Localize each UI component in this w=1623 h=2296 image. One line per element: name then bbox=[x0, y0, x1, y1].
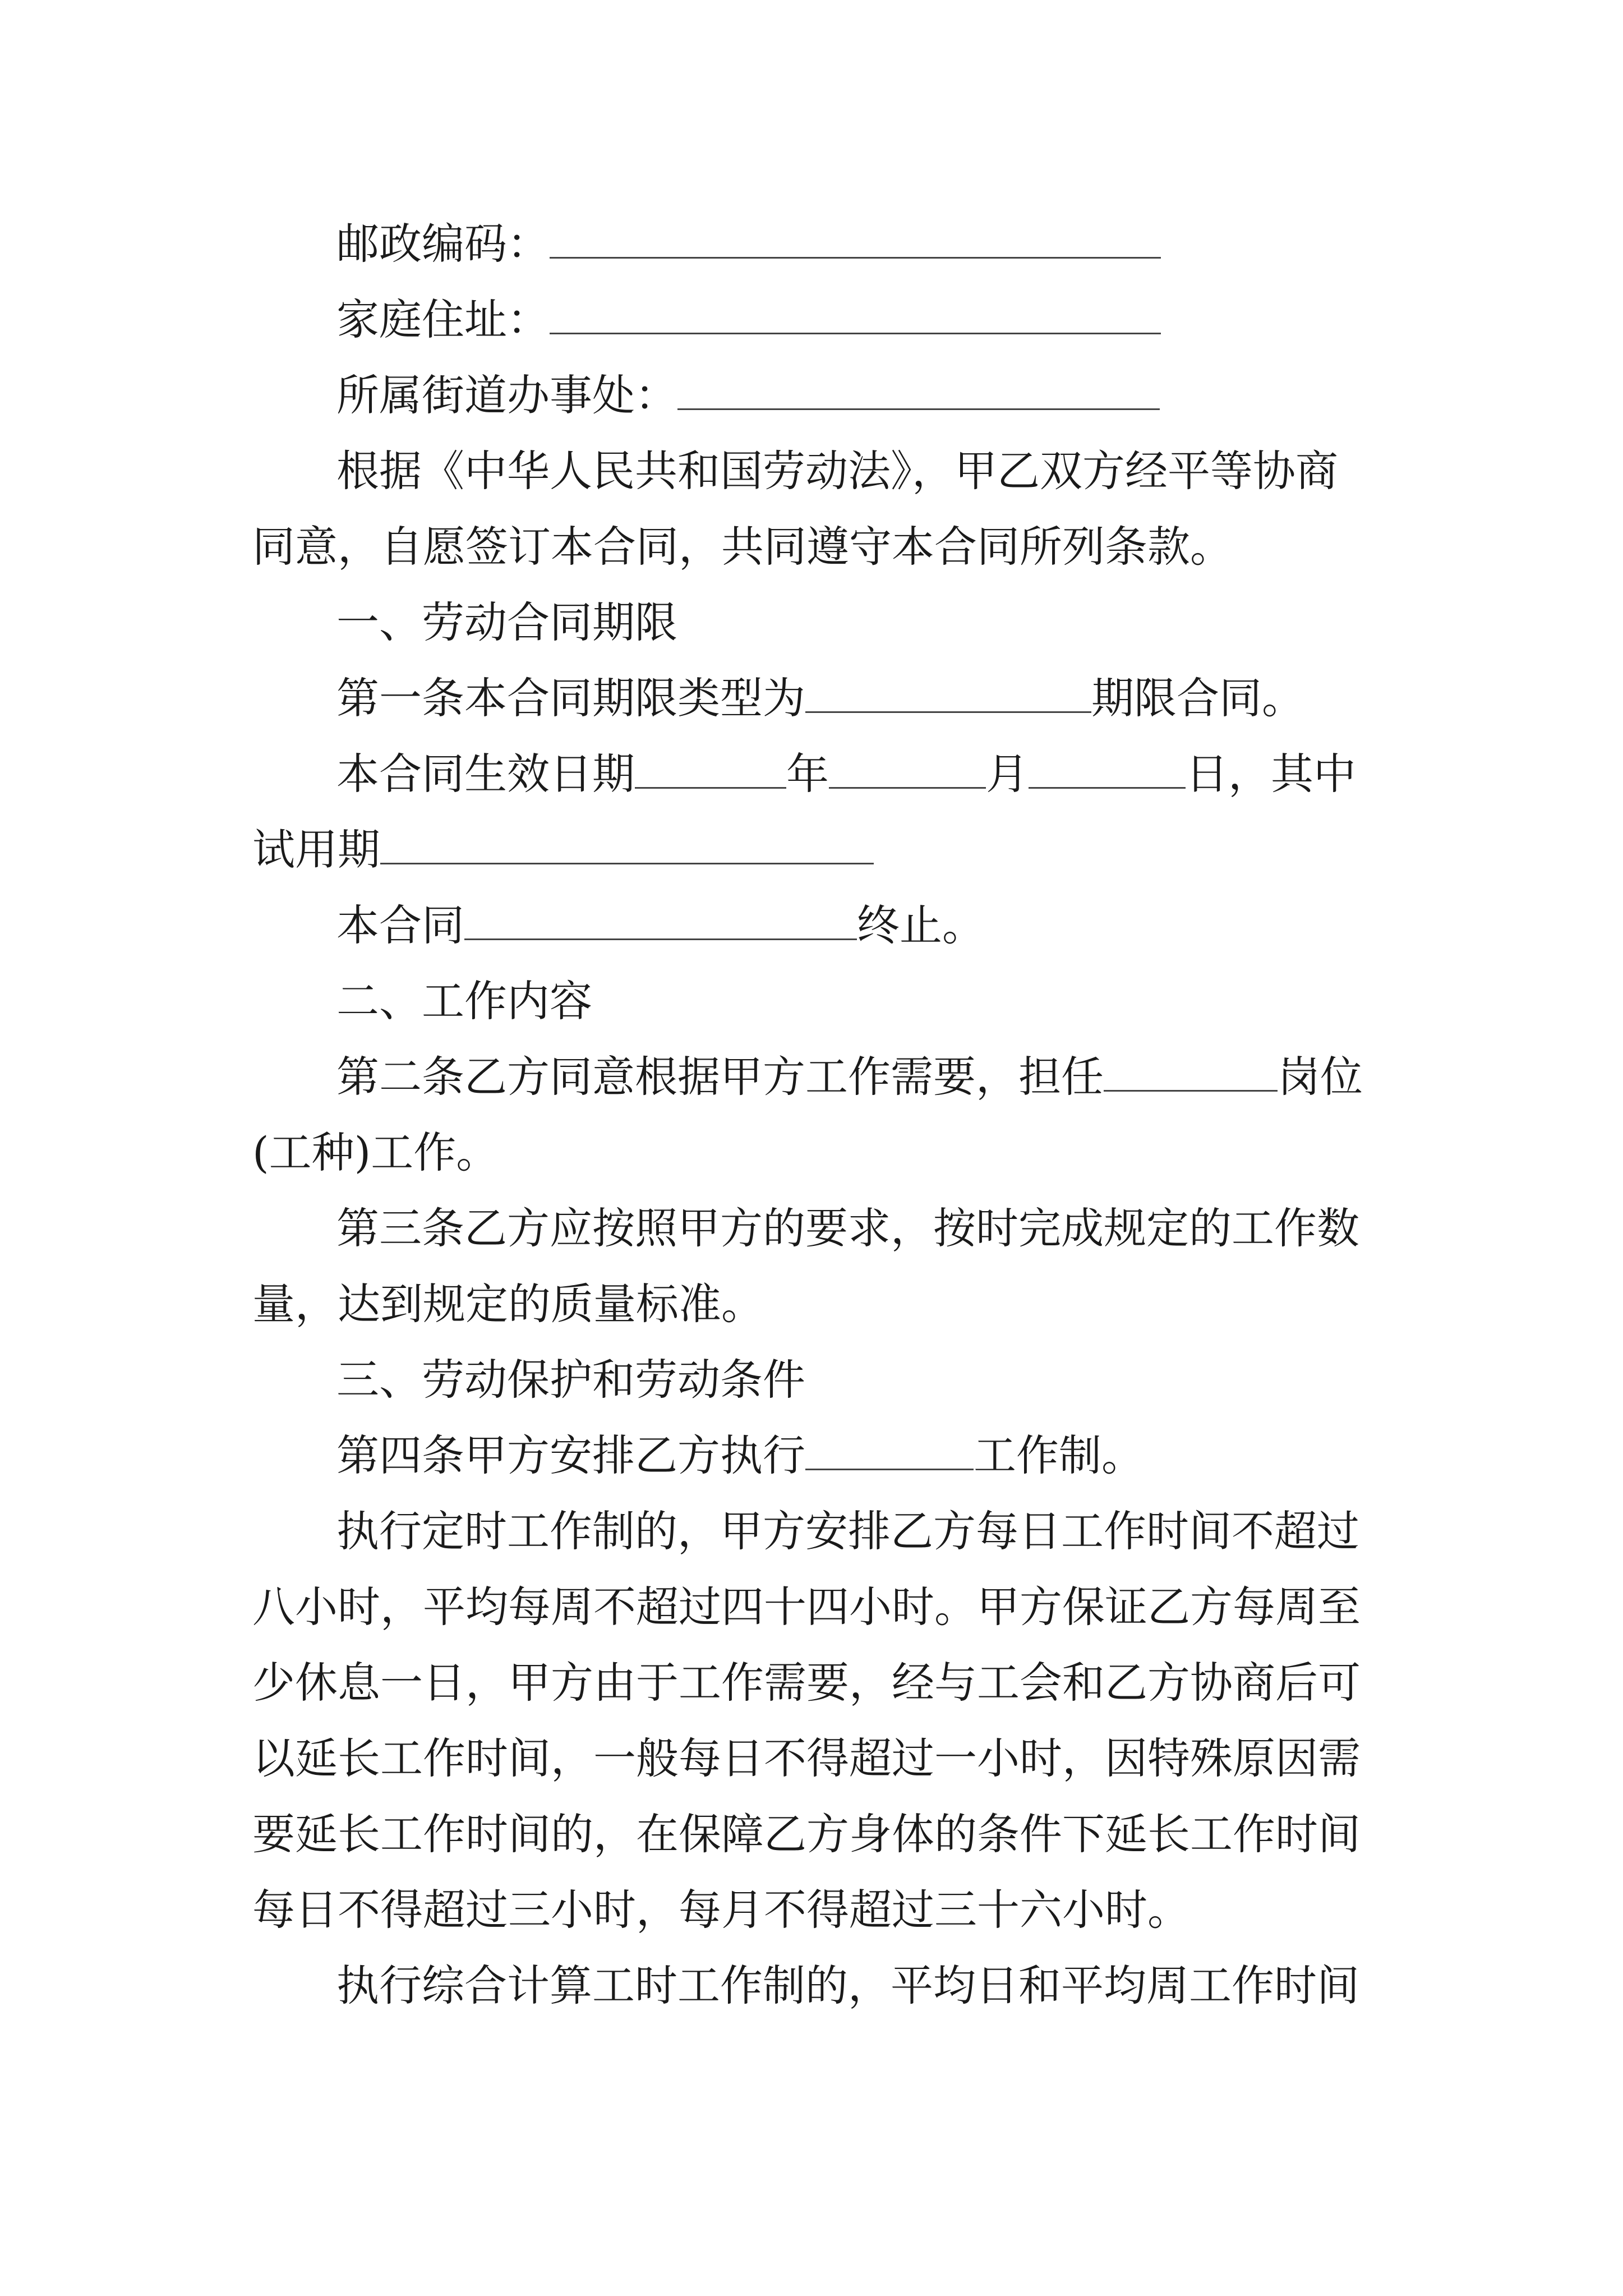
subdistrict-line bbox=[336, 367, 1160, 424]
month-blank[interactable] bbox=[829, 753, 986, 789]
fixed-hours-line-6: 每日不得超过三小时，每月不得超过三十六小时。 bbox=[252, 1885, 1190, 1935]
home-address-blank[interactable] bbox=[550, 299, 1161, 334]
fixed-hours-line-3: 少休息一日，甲方由于工作需要，经与工会和乙方协商后可 bbox=[252, 1658, 1361, 1708]
postal-code-blank[interactable] bbox=[550, 223, 1161, 259]
article-1-prefix: 第一条本合同期限类型为 bbox=[336, 673, 805, 723]
probation-blank[interactable] bbox=[380, 829, 874, 864]
article-2-suffix: 岗位 bbox=[1278, 1052, 1363, 1102]
termination-suffix: 终止。 bbox=[857, 900, 985, 950]
combined-hours-line-1: 执行综合计算工时工作制的，平均日和平均周工作时间 bbox=[336, 1961, 1359, 2010]
article-1-suffix: 期限合同。 bbox=[1091, 673, 1304, 723]
section-2-heading: 二、工作内容 bbox=[336, 976, 592, 1026]
subdistrict-blank[interactable] bbox=[677, 375, 1160, 410]
year-label: 年 bbox=[786, 749, 829, 799]
section-1-heading: 一、劳动合同期限 bbox=[336, 597, 677, 647]
article-2-prefix: 第二条乙方同意根据甲方工作需要，担任 bbox=[336, 1052, 1104, 1102]
postal-code-line bbox=[336, 216, 1161, 272]
article-2-line bbox=[336, 1049, 1363, 1105]
article-4-suffix: 工作制。 bbox=[974, 1430, 1144, 1480]
work-system-blank[interactable] bbox=[805, 1435, 974, 1470]
termination-line bbox=[336, 898, 985, 954]
article-4-prefix: 第四条甲方安排乙方执行 bbox=[336, 1430, 805, 1480]
postal-code-label: 邮政编码： bbox=[336, 219, 550, 269]
intro-line-1: 根据《中华人民共和国劳动法》，甲乙双方经平等协商 bbox=[336, 446, 1338, 496]
day-clause: 日，其中 bbox=[1186, 749, 1356, 799]
article-2-line-2: (工种)工作。 bbox=[252, 1128, 499, 1177]
day-blank[interactable] bbox=[1029, 753, 1186, 789]
subdistrict-label: 所属街道办事处： bbox=[336, 370, 677, 420]
fixed-hours-line-4: 以延长工作时间，一般每日不得超过一小时，因特殊原因需 bbox=[252, 1733, 1361, 1783]
fixed-hours-line-2: 八小时，平均每周不超过四十四小时。甲方保证乙方每周至 bbox=[252, 1582, 1361, 1632]
year-blank[interactable] bbox=[635, 753, 786, 789]
probation-label: 试用期 bbox=[252, 825, 380, 875]
fixed-hours-line-5: 要延长工作时间的，在保障乙方身体的条件下延长工作时间 bbox=[252, 1809, 1361, 1859]
article-1-line bbox=[336, 670, 1304, 726]
probation-line bbox=[252, 822, 874, 878]
month-label: 月 bbox=[986, 749, 1029, 799]
intro-line-2: 同意，自愿签订本合同，共同遵守本合同所列条款。 bbox=[252, 522, 1233, 572]
fixed-hours-line-1: 执行定时工作制的，甲方安排乙方每日工作时间不超过 bbox=[336, 1506, 1359, 1556]
effective-date-prefix: 本合同生效日期 bbox=[336, 749, 635, 799]
section-3-heading: 三、劳动保护和劳动条件 bbox=[336, 1355, 805, 1405]
termination-prefix: 本合同 bbox=[336, 900, 464, 950]
position-blank[interactable] bbox=[1104, 1056, 1278, 1092]
article-3-line-1: 第三条乙方应按照甲方的要求，按时完成规定的工作数 bbox=[336, 1203, 1359, 1253]
contract-type-blank[interactable] bbox=[805, 678, 1091, 713]
home-address-line bbox=[336, 292, 1161, 348]
article-3-line-2: 量，达到规定的质量标准。 bbox=[252, 1279, 764, 1329]
effective-date-line bbox=[336, 746, 1356, 802]
termination-blank[interactable] bbox=[464, 905, 857, 940]
home-address-label: 家庭住址： bbox=[336, 295, 550, 344]
article-4-line bbox=[336, 1428, 1144, 1484]
